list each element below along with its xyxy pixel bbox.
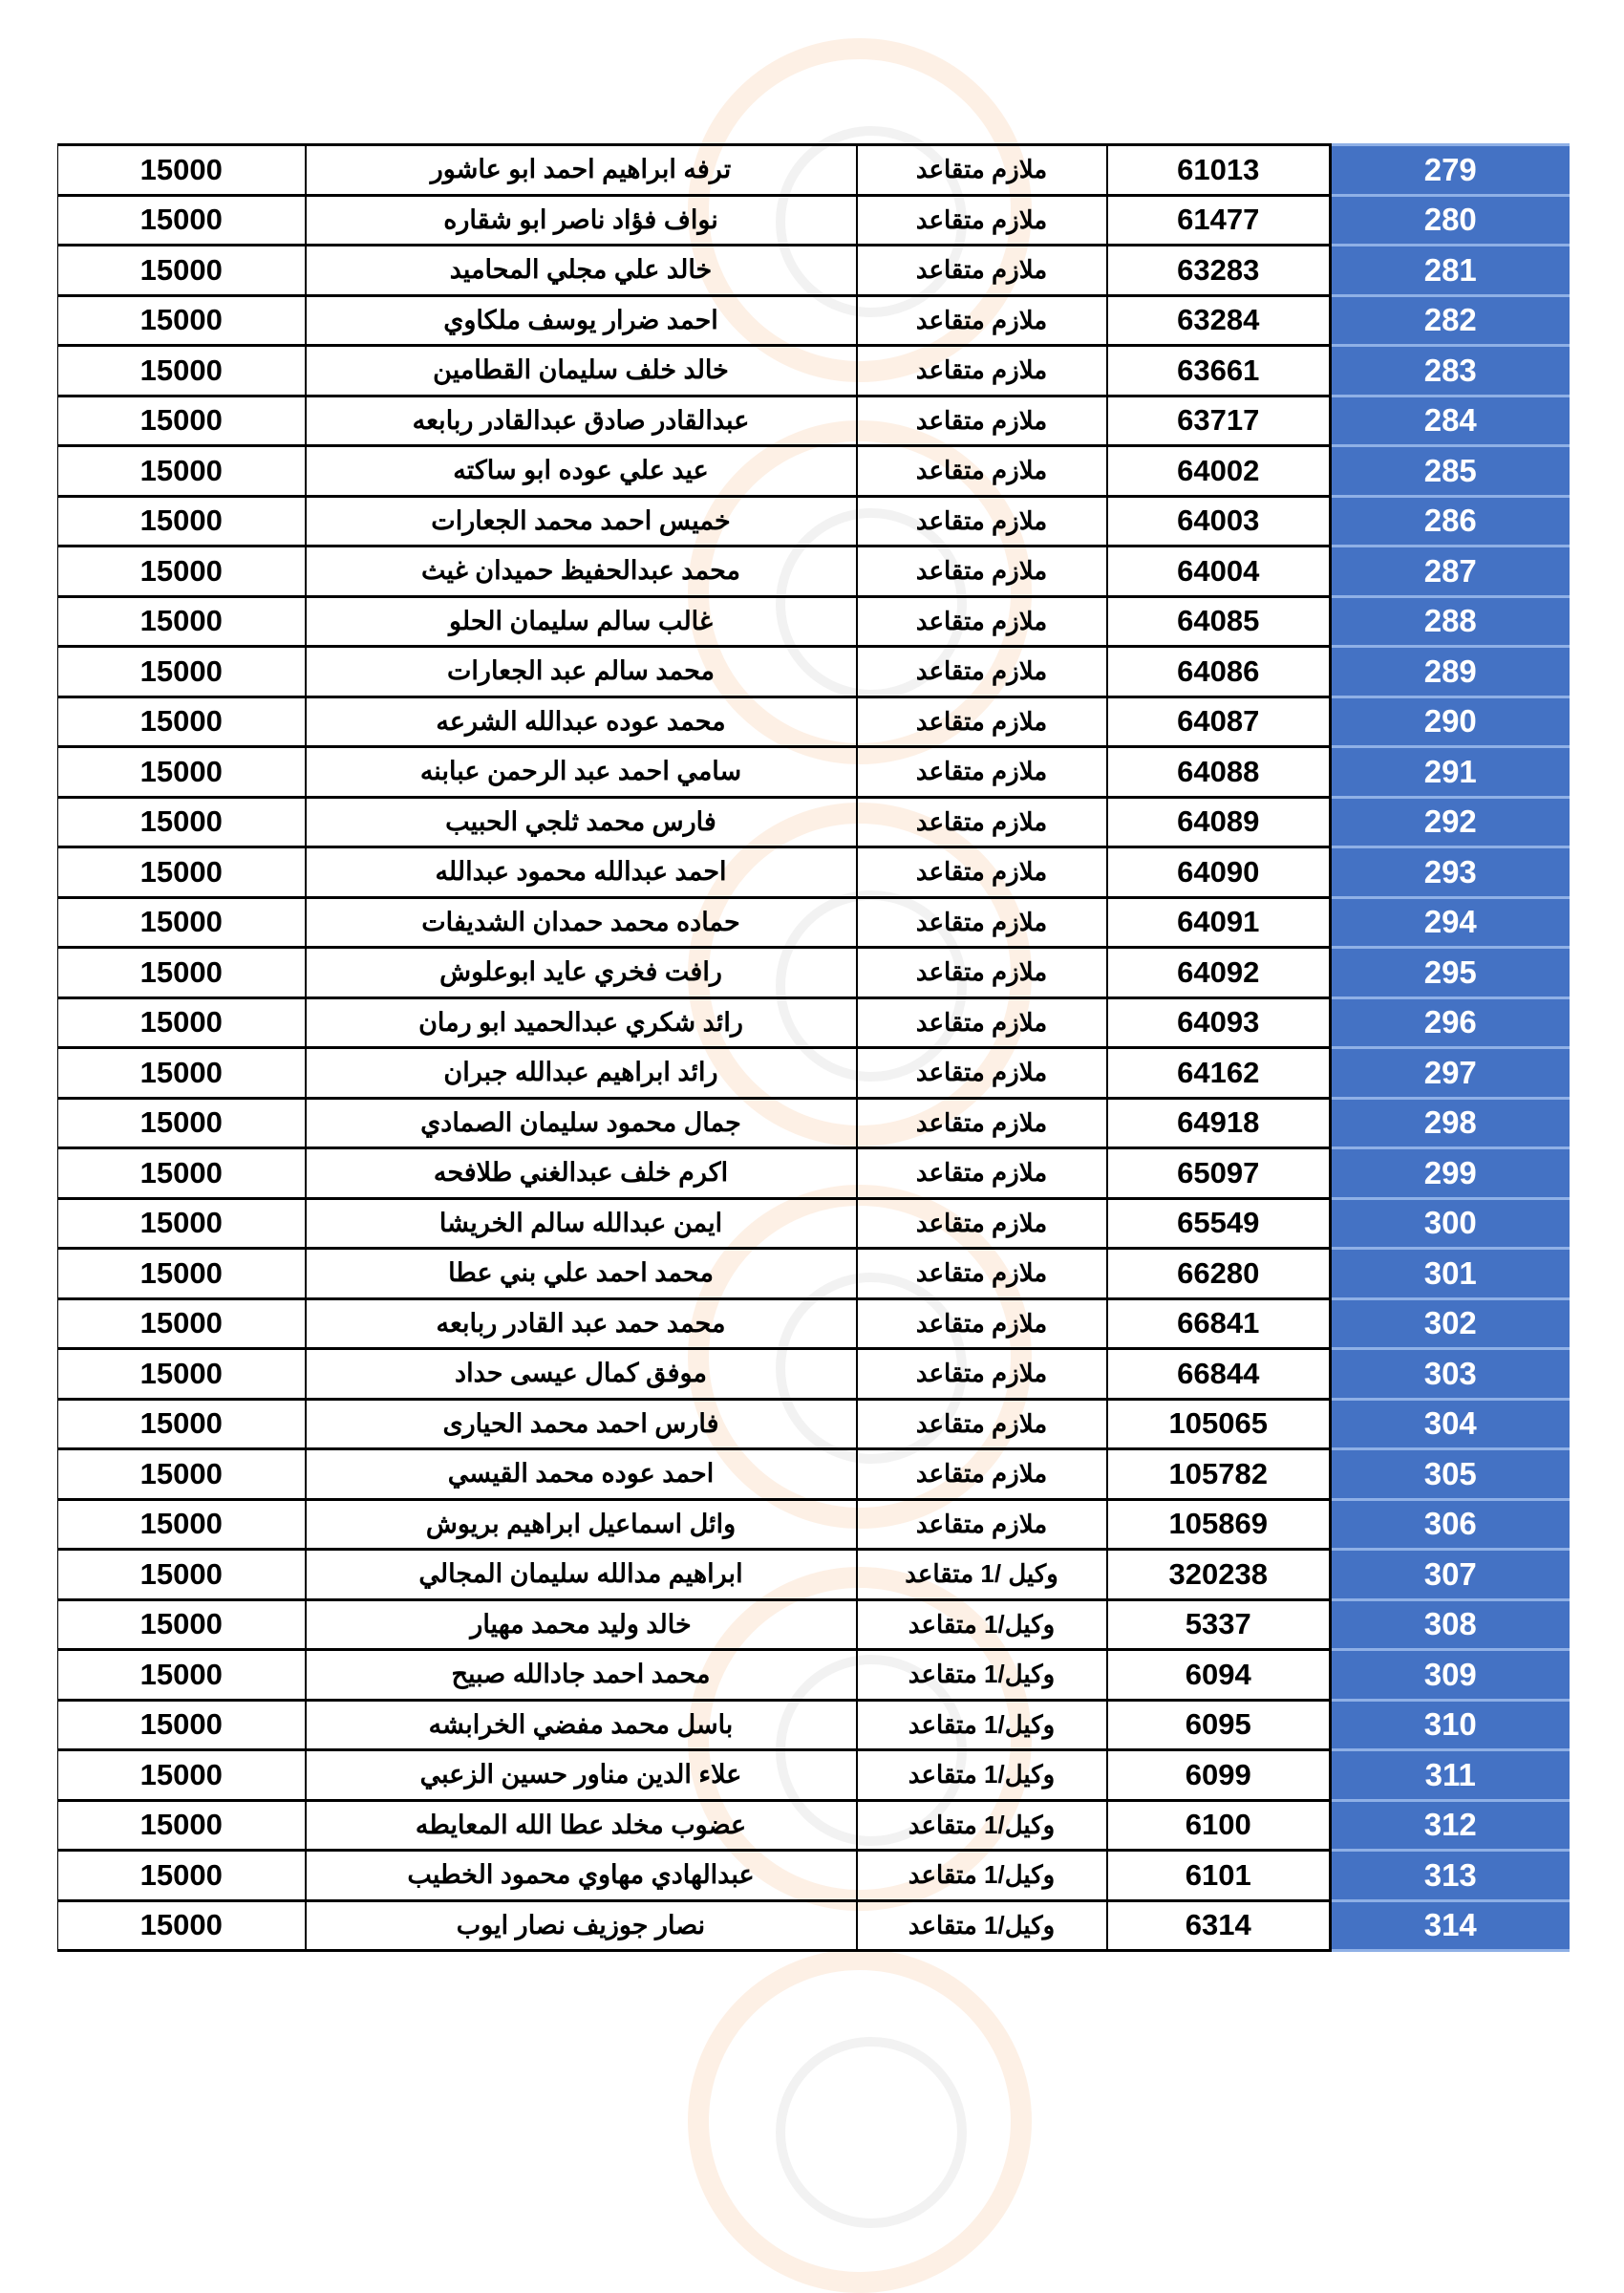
index-cell: 284 <box>1331 396 1570 446</box>
military-number-cell: 105869 <box>1107 1499 1331 1550</box>
rank-cell: ملازم متقاعد <box>857 1449 1107 1500</box>
table-row <box>58 1249 1570 1299</box>
amount-cell: 15000 <box>58 1800 306 1851</box>
military-number-cell: 64918 <box>1107 1098 1331 1148</box>
amount-cell: 15000 <box>58 295 306 346</box>
table-row <box>58 1599 1570 1650</box>
military-number-cell: 66280 <box>1107 1249 1331 1299</box>
name-cell: محمد عوده عبدالله الشرعه <box>306 696 857 747</box>
table-row <box>58 346 1570 396</box>
table-row <box>58 647 1570 697</box>
table-row <box>58 1298 1570 1349</box>
amount-cell: 15000 <box>58 1650 306 1701</box>
table-row <box>58 1650 1570 1701</box>
rank-cell: ملازم متقاعد <box>857 596 1107 647</box>
name-cell: اكرم خلف عبدالغني طلافحه <box>306 1148 857 1199</box>
rank-cell: ملازم متقاعد <box>857 1198 1107 1249</box>
amount-cell: 15000 <box>58 1851 306 1901</box>
rank-cell: ملازم متقاعد <box>857 246 1107 296</box>
index-cell: 301 <box>1331 1249 1570 1299</box>
name-cell: فارس احمد محمد الحيارى <box>306 1399 857 1449</box>
rank-cell: وكيل/1 متقاعد <box>857 1800 1107 1851</box>
name-cell: محمد سالم عبد الجعارات <box>306 647 857 697</box>
military-number-cell: 5337 <box>1107 1599 1331 1650</box>
index-cell: 313 <box>1331 1851 1570 1901</box>
index-cell: 303 <box>1331 1349 1570 1400</box>
military-number-cell: 61477 <box>1107 195 1331 246</box>
rank-cell: ملازم متقاعد <box>857 346 1107 396</box>
amount-cell: 15000 <box>58 1098 306 1148</box>
name-cell: نصار جوزيف نصار ايوب <box>306 1900 857 1951</box>
military-number-cell: 64004 <box>1107 546 1331 597</box>
table-row <box>58 546 1570 597</box>
table-row <box>58 1900 1570 1951</box>
rank-cell: ملازم متقاعد <box>857 496 1107 546</box>
name-cell: سامي احمد عبد الرحمن عبابنه <box>306 747 857 798</box>
amount-cell: 15000 <box>58 1349 306 1400</box>
table-row <box>58 195 1570 246</box>
amount-cell: 15000 <box>58 1750 306 1801</box>
amount-cell: 15000 <box>58 496 306 546</box>
index-cell: 280 <box>1331 195 1570 246</box>
rank-cell: ملازم متقاعد <box>857 747 1107 798</box>
rank-cell: ملازم متقاعد <box>857 897 1107 948</box>
rank-cell: ملازم متقاعد <box>857 1249 1107 1299</box>
index-cell: 311 <box>1331 1750 1570 1801</box>
index-cell: 292 <box>1331 797 1570 847</box>
name-cell: محمد عبدالحفيظ حميدان غيث <box>306 546 857 597</box>
index-cell: 286 <box>1331 496 1570 546</box>
military-number-cell: 64085 <box>1107 596 1331 647</box>
index-cell: 279 <box>1331 145 1570 196</box>
name-cell: عبدالهادي مهاوي محمود الخطيب <box>306 1851 857 1901</box>
index-cell: 309 <box>1331 1650 1570 1701</box>
amount-cell: 15000 <box>58 195 306 246</box>
rank-cell: ملازم متقاعد <box>857 1349 1107 1400</box>
name-cell: خميس احمد محمد الجعارات <box>306 496 857 546</box>
military-number-cell: 105065 <box>1107 1399 1331 1449</box>
index-cell: 297 <box>1331 1048 1570 1099</box>
name-cell: رائد شكري عبدالحميد ابو رمان <box>306 997 857 1048</box>
table-row <box>58 948 1570 998</box>
amount-cell: 15000 <box>58 1198 306 1249</box>
table-row <box>58 446 1570 497</box>
index-cell: 312 <box>1331 1800 1570 1851</box>
name-cell: وائل اسماعيل ابراهيم بريوش <box>306 1499 857 1550</box>
rank-cell: ملازم متقاعد <box>857 1148 1107 1199</box>
table-row <box>58 1851 1570 1901</box>
name-cell: ايمن عبدالله سالم الخريشا <box>306 1198 857 1249</box>
name-cell: رائد ابراهيم عبدالله جبران <box>306 1048 857 1099</box>
name-cell: محمد حمد عبد القادر ربابعه <box>306 1298 857 1349</box>
index-cell: 307 <box>1331 1550 1570 1600</box>
military-number-cell: 6100 <box>1107 1800 1331 1851</box>
index-cell: 302 <box>1331 1298 1570 1349</box>
military-number-cell: 64091 <box>1107 897 1331 948</box>
military-number-cell: 64088 <box>1107 747 1331 798</box>
military-number-cell: 6101 <box>1107 1851 1331 1901</box>
rank-cell: ملازم متقاعد <box>857 396 1107 446</box>
name-cell: رافت فخري عايد ابوعلوش <box>306 948 857 998</box>
military-number-cell: 64092 <box>1107 948 1331 998</box>
name-cell: خالد علي مجلي المحاميد <box>306 246 857 296</box>
amount-cell: 15000 <box>58 1048 306 1099</box>
name-cell: محمد احمد جادالله صبيح <box>306 1650 857 1701</box>
rank-cell: ملازم متقاعد <box>857 446 1107 497</box>
name-cell: ترفه ابراهيم احمد ابو عاشور <box>306 145 857 196</box>
amount-cell: 15000 <box>58 747 306 798</box>
rank-cell: وكيل/1 متقاعد <box>857 1599 1107 1650</box>
amount-cell: 15000 <box>58 1298 306 1349</box>
watermark-logo <box>688 1949 1032 2293</box>
index-cell: 300 <box>1331 1198 1570 1249</box>
index-cell: 314 <box>1331 1900 1570 1951</box>
table-row <box>58 1499 1570 1550</box>
rank-cell: ملازم متقاعد <box>857 145 1107 196</box>
index-cell: 298 <box>1331 1098 1570 1148</box>
rank-cell: ملازم متقاعد <box>857 797 1107 847</box>
index-cell: 294 <box>1331 897 1570 948</box>
military-number-cell: 6099 <box>1107 1750 1331 1801</box>
rank-cell: وكيل /1 متقاعد <box>857 1550 1107 1600</box>
amount-cell: 15000 <box>58 1249 306 1299</box>
military-number-cell: 320238 <box>1107 1550 1331 1600</box>
military-number-cell: 64002 <box>1107 446 1331 497</box>
military-number-cell: 6095 <box>1107 1700 1331 1750</box>
military-number-cell: 63717 <box>1107 396 1331 446</box>
military-number-cell: 64087 <box>1107 696 1331 747</box>
military-number-cell: 63661 <box>1107 346 1331 396</box>
name-cell: حماده محمد حمدان الشديفات <box>306 897 857 948</box>
amount-cell: 15000 <box>58 1550 306 1600</box>
index-cell: 281 <box>1331 246 1570 296</box>
name-cell: ابراهيم مدالله سليمان المجالي <box>306 1550 857 1600</box>
index-cell: 282 <box>1331 295 1570 346</box>
name-cell: علاء الدين مناور حسين الزعبي <box>306 1750 857 1801</box>
rank-cell: ملازم متقاعد <box>857 1298 1107 1349</box>
index-cell: 291 <box>1331 747 1570 798</box>
name-cell: جمال محمود سليمان الصمادي <box>306 1098 857 1148</box>
table-row <box>58 997 1570 1048</box>
index-cell: 304 <box>1331 1399 1570 1449</box>
amount-cell: 15000 <box>58 696 306 747</box>
amount-cell: 15000 <box>58 1449 306 1500</box>
amount-cell: 15000 <box>58 1499 306 1550</box>
table-row <box>58 1349 1570 1400</box>
index-cell: 293 <box>1331 847 1570 898</box>
rank-cell: ملازم متقاعد <box>857 1499 1107 1550</box>
rank-cell: ملازم متقاعد <box>857 847 1107 898</box>
index-cell: 296 <box>1331 997 1570 1048</box>
amount-cell: 15000 <box>58 246 306 296</box>
rank-cell: ملازم متقاعد <box>857 295 1107 346</box>
military-number-cell: 61013 <box>1107 145 1331 196</box>
index-cell: 288 <box>1331 596 1570 647</box>
military-number-cell: 64090 <box>1107 847 1331 898</box>
military-number-cell: 63283 <box>1107 246 1331 296</box>
payment-table <box>57 143 1570 1952</box>
rank-cell: ملازم متقاعد <box>857 948 1107 998</box>
rank-cell: ملازم متقاعد <box>857 696 1107 747</box>
index-cell: 283 <box>1331 346 1570 396</box>
table-row <box>58 1148 1570 1199</box>
table-row <box>58 1449 1570 1500</box>
rank-cell: وكيل/1 متقاعد <box>857 1650 1107 1701</box>
table-row <box>58 847 1570 898</box>
amount-cell: 15000 <box>58 546 306 597</box>
rank-cell: ملازم متقاعد <box>857 1098 1107 1148</box>
name-cell: خالد وليد محمد مهيار <box>306 1599 857 1650</box>
amount-cell: 15000 <box>58 997 306 1048</box>
military-number-cell: 64086 <box>1107 647 1331 697</box>
rank-cell: وكيل/1 متقاعد <box>857 1700 1107 1750</box>
name-cell: فارس محمد ثلجي الحبيب <box>306 797 857 847</box>
amount-cell: 15000 <box>58 396 306 446</box>
rank-cell: ملازم متقاعد <box>857 1048 1107 1099</box>
table-row <box>58 1750 1570 1801</box>
name-cell: محمد احمد علي بني عطا <box>306 1249 857 1299</box>
amount-cell: 15000 <box>58 1700 306 1750</box>
index-cell: 285 <box>1331 446 1570 497</box>
military-number-cell: 64003 <box>1107 496 1331 546</box>
name-cell: باسل محمد مفضي الخرابشه <box>306 1700 857 1750</box>
name-cell: عبدالقادر صادق عبدالقادر ربابعه <box>306 396 857 446</box>
military-number-cell: 6314 <box>1107 1900 1331 1951</box>
table-row <box>58 1700 1570 1750</box>
table-body <box>58 145 1570 1951</box>
table-row <box>58 696 1570 747</box>
amount-cell: 15000 <box>58 647 306 697</box>
rank-cell: ملازم متقاعد <box>857 647 1107 697</box>
military-number-cell: 66844 <box>1107 1349 1331 1400</box>
military-number-cell: 65549 <box>1107 1198 1331 1249</box>
amount-cell: 15000 <box>58 1148 306 1199</box>
table-row <box>58 1098 1570 1148</box>
index-cell: 290 <box>1331 696 1570 747</box>
table-row <box>58 1550 1570 1600</box>
rank-cell: وكيل/1 متقاعد <box>857 1851 1107 1901</box>
index-cell: 299 <box>1331 1148 1570 1199</box>
amount-cell: 15000 <box>58 446 306 497</box>
name-cell: موفق كمال عيسى حداد <box>306 1349 857 1400</box>
rank-cell: ملازم متقاعد <box>857 546 1107 597</box>
rank-cell: ملازم متقاعد <box>857 195 1107 246</box>
index-cell: 289 <box>1331 647 1570 697</box>
index-cell: 310 <box>1331 1700 1570 1750</box>
index-cell: 305 <box>1331 1449 1570 1500</box>
table-row <box>58 897 1570 948</box>
amount-cell: 15000 <box>58 596 306 647</box>
table-row <box>58 747 1570 798</box>
amount-cell: 15000 <box>58 346 306 396</box>
rank-cell: وكيل/1 متقاعد <box>857 1750 1107 1801</box>
rank-cell: وكيل/1 متقاعد <box>857 1900 1107 1951</box>
rank-cell: ملازم متقاعد <box>857 997 1107 1048</box>
table-row <box>58 246 1570 296</box>
military-number-cell: 65097 <box>1107 1148 1331 1199</box>
military-number-cell: 105782 <box>1107 1449 1331 1500</box>
name-cell: احمد ضرار يوسف ملكاوي <box>306 295 857 346</box>
amount-cell: 15000 <box>58 1900 306 1951</box>
military-number-cell: 63284 <box>1107 295 1331 346</box>
table-row <box>58 1198 1570 1249</box>
table-row <box>58 396 1570 446</box>
military-number-cell: 64089 <box>1107 797 1331 847</box>
amount-cell: 15000 <box>58 797 306 847</box>
table-row <box>58 1399 1570 1449</box>
table-row <box>58 145 1570 196</box>
table-row <box>58 295 1570 346</box>
name-cell: خالد خلف سليمان القطامين <box>306 346 857 396</box>
table-row <box>58 797 1570 847</box>
table-row <box>58 596 1570 647</box>
amount-cell: 15000 <box>58 145 306 196</box>
name-cell: غالب سالم سليمان الحلو <box>306 596 857 647</box>
name-cell: احمد عوده محمد القيسي <box>306 1449 857 1500</box>
name-cell: عيد علي عوده ابو ساكته <box>306 446 857 497</box>
rank-cell: ملازم متقاعد <box>857 1399 1107 1449</box>
name-cell: عضوب مخلد عطا الله المعايطه <box>306 1800 857 1851</box>
amount-cell: 15000 <box>58 897 306 948</box>
military-number-cell: 66841 <box>1107 1298 1331 1349</box>
amount-cell: 15000 <box>58 1399 306 1449</box>
military-number-cell: 6094 <box>1107 1650 1331 1701</box>
index-cell: 295 <box>1331 948 1570 998</box>
military-number-cell: 64162 <box>1107 1048 1331 1099</box>
amount-cell: 15000 <box>58 948 306 998</box>
amount-cell: 15000 <box>58 1599 306 1650</box>
index-cell: 308 <box>1331 1599 1570 1650</box>
military-number-cell: 64093 <box>1107 997 1331 1048</box>
name-cell: نواف فؤاد ناصر ابو شقاره <box>306 195 857 246</box>
table-row <box>58 1800 1570 1851</box>
amount-cell: 15000 <box>58 847 306 898</box>
index-cell: 306 <box>1331 1499 1570 1550</box>
table-row <box>58 496 1570 546</box>
index-cell: 287 <box>1331 546 1570 597</box>
table-row <box>58 1048 1570 1099</box>
name-cell: احمد عبدالله محمود عبدالله <box>306 847 857 898</box>
